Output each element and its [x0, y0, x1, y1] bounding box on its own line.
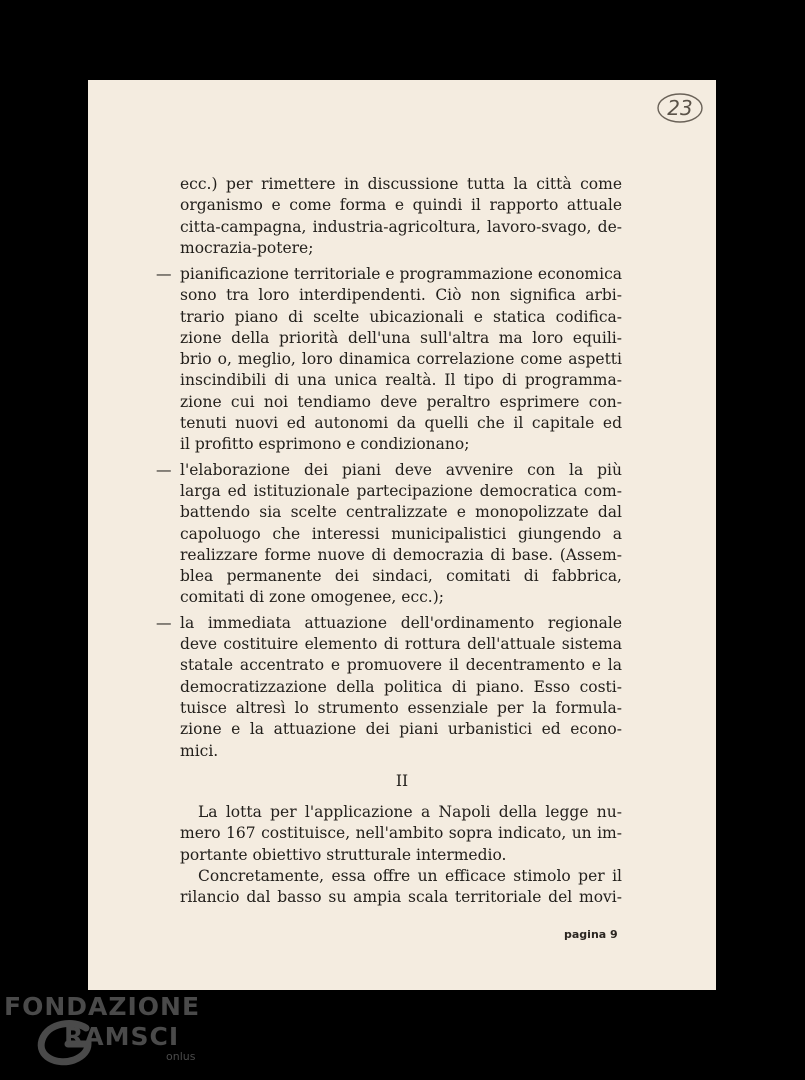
logo-line-2: RAMSCI: [64, 1022, 180, 1051]
logo-line-1: FONDAZIONE: [4, 992, 201, 1021]
text-line: trario piano di scelte ubicazionali e statica codifica-: [180, 307, 622, 326]
text-line: zione e la attuazione dei piani urbanistici ed econo-: [180, 720, 622, 739]
text-line: inscindibili di una unica realtà. Il tipo di programma-: [180, 371, 622, 390]
text-line: organismo e come forma e quindi il rapporto attuale: [180, 196, 622, 215]
text-line: portante obiettivo strutturale intermedio.: [180, 845, 507, 864]
text-line: mero 167 costituisce, nell'ambito sopra indicato, un im-: [180, 824, 622, 843]
intro-paragraph: [180, 174, 622, 259]
text-line: comitati di zone omogenee, ecc.);: [180, 588, 445, 607]
text-line: capoluogo che interessi municipalistici giungendo a: [180, 524, 622, 543]
text-line: tenuti nuovi ed autonomi da quelli che il capitale ed: [180, 414, 622, 433]
text-line: zione della priorità dell'una sull'altra ma loro equili-: [180, 328, 622, 347]
text-line: statale accentrato e promuovere il decentramento e la: [180, 656, 622, 675]
bullet-list: [156, 264, 622, 766]
text-line: citta-campagna, industria-agricoltura, lavoro-svago, de-: [180, 217, 622, 236]
page-number: pagina 9: [564, 928, 618, 941]
text-line: democratizzazione della politica di piano. Esso costi-: [180, 677, 622, 696]
text-line: La lotta per l'applicazione a Napoli della legge nu-: [198, 803, 622, 821]
section-heading: II: [395, 772, 409, 790]
text-line: tuisce altresì lo strumento essenziale per la formula-: [180, 698, 622, 717]
text-line: Concretamente, essa offre un efficace stimolo per il: [198, 866, 622, 885]
document-page: [88, 80, 716, 990]
handwritten-page-annotation: [656, 92, 704, 124]
dash-marker: —: [156, 460, 172, 479]
section-paragraph: [180, 802, 622, 908]
text-line: realizzare forme nuove di democrazia di base. (Assem-: [180, 545, 622, 564]
text-line: il profitto esprimono e condizionano;: [180, 435, 470, 454]
dash-marker: —: [156, 265, 172, 283]
dash-marker: —: [156, 613, 172, 632]
text-line: mici.: [180, 741, 219, 760]
text-line: rilancio dal basso su ampia scala territoriale del movi-: [180, 888, 622, 907]
list-item: [156, 264, 622, 456]
text-line: brio o, meglio, loro dinamica correlazione come aspetti: [180, 350, 622, 369]
text-line: la immediata attuazione dell'ordinamento regionale: [180, 613, 622, 632]
text-line: zione cui noi tendiamo deve peraltro esprimere con-: [180, 392, 622, 411]
list-item: [156, 613, 622, 762]
text-line: deve costituire elemento di rottura dell'attuale sistema: [180, 635, 622, 654]
fondazione-gramsci-logo: [4, 992, 204, 1072]
list-item: [156, 460, 622, 609]
text-line: l'elaborazione dei piani deve avvenire con la più: [180, 460, 622, 479]
logo-suffix: onlus: [166, 1050, 196, 1063]
text-line: pianificazione territoriale e programmazione economica: [180, 265, 622, 283]
annotation-number: 23: [667, 96, 693, 120]
text-line: mocrazia-potere;: [180, 238, 314, 257]
text-line: battendo sia scelte centralizzate e monopolizzate dal: [180, 503, 622, 522]
text-line: blea permanente dei sindaci, comitati di fabbrica,: [180, 567, 622, 586]
text-line: larga ed istituzionale partecipazione democratica com-: [180, 481, 622, 500]
text-line: ecc.) per rimettere in discussione tutta la città come: [180, 175, 622, 193]
text-line: sono tra loro interdipendenti. Ciò non significa arbi-: [180, 286, 622, 305]
